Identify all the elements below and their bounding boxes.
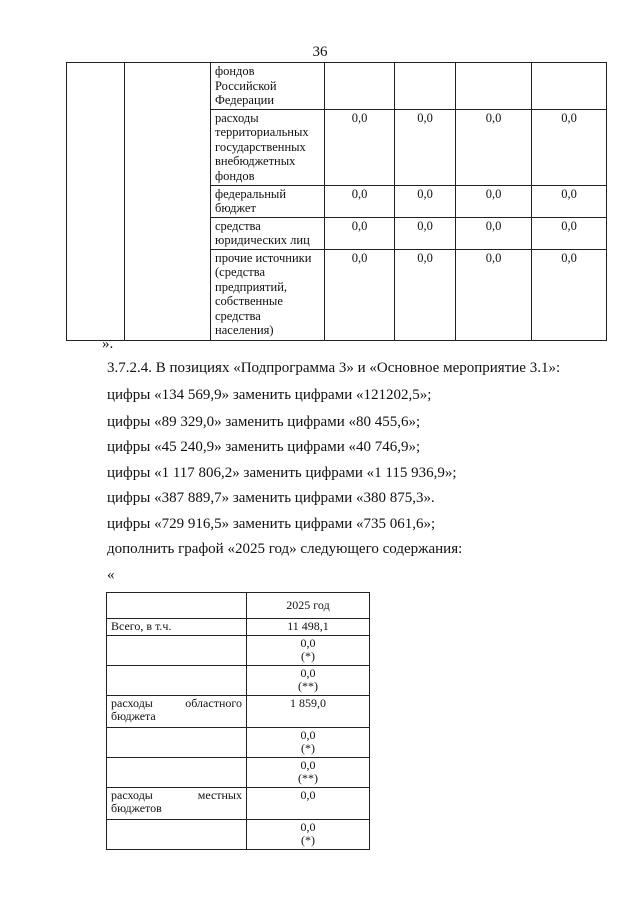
paragraph-replacement: цифры «45 240,9» заменить цифрами «40 746,9»; xyxy=(107,439,421,455)
value-line: 11 498,1 xyxy=(287,619,329,633)
value-cell: 0,0 xyxy=(532,249,607,340)
value-line: 0,0 xyxy=(300,635,316,650)
row-label-other-sources xyxy=(211,249,325,340)
row-label-federal-budget xyxy=(211,185,325,217)
value-cell: 0,0 xyxy=(325,185,395,217)
value-cell: 0,0 xyxy=(395,249,456,340)
financing-table-continuation xyxy=(66,62,607,341)
empty-cell xyxy=(107,593,247,619)
value-cell: 0,0 xyxy=(325,109,395,185)
table-row xyxy=(107,757,370,787)
value-cell: 0,0 xyxy=(325,249,395,340)
value-cell: 0,0 xyxy=(395,109,456,185)
label-word: местных xyxy=(197,787,242,802)
label-line: (средства xyxy=(215,265,265,279)
column-header-2025: 2025 год xyxy=(247,593,370,619)
paragraph-replacement: цифры «134 569,9» заменить цифрами «121202,5»; xyxy=(107,387,432,403)
value-cell: 0,0 xyxy=(395,217,456,249)
value-cell xyxy=(247,695,370,727)
value-cell: 0,0 xyxy=(456,217,532,249)
value-line: 0,0 xyxy=(300,757,316,772)
value-line: (*) xyxy=(301,833,315,847)
label-line: расходы xyxy=(215,110,259,125)
value-line: (**) xyxy=(298,679,318,693)
empty-cell xyxy=(67,63,125,341)
label-line: Российской xyxy=(215,78,277,93)
value-line: 0,0 xyxy=(300,819,316,834)
label-word: расходы xyxy=(111,787,153,802)
paragraph-replacement: цифры «89 329,0» заменить цифрами «80 455,6»; xyxy=(107,414,421,430)
label-line: населения) xyxy=(215,323,274,337)
table-row xyxy=(67,63,607,110)
empty-cell xyxy=(107,665,247,695)
label-line: федеральный xyxy=(215,186,287,201)
value-cell xyxy=(247,635,370,665)
value-cell xyxy=(247,727,370,757)
row-label-territorial-funds xyxy=(211,109,325,185)
empty-cell xyxy=(107,757,247,787)
label-line: государственных xyxy=(215,139,306,154)
value-line: (*) xyxy=(301,649,315,663)
table-row xyxy=(107,619,370,636)
table-row xyxy=(107,819,370,849)
value-cell xyxy=(247,665,370,695)
value-line: (**) xyxy=(298,771,318,785)
label-line: бюджет xyxy=(215,201,256,215)
year-2025-table xyxy=(106,592,370,850)
value-cell xyxy=(532,63,607,110)
empty-cell xyxy=(107,727,247,757)
label-word: бюджетов xyxy=(111,801,162,815)
page-number: 36 xyxy=(312,44,328,60)
value-cell: 0,0 xyxy=(456,109,532,185)
value-cell xyxy=(247,619,370,636)
label-line: фондов xyxy=(215,168,255,183)
table-row xyxy=(107,695,370,727)
value-cell: 0,0 xyxy=(395,185,456,217)
empty-cell xyxy=(125,63,211,341)
value-cell xyxy=(247,819,370,849)
value-line: 1 859,0 xyxy=(290,695,326,710)
value-cell: 0,0 xyxy=(532,217,607,249)
empty-cell xyxy=(107,635,247,665)
value-cell xyxy=(325,63,395,110)
value-cell xyxy=(247,757,370,787)
label-line: территориальных xyxy=(215,125,309,139)
paragraph-replacement: цифры «729 916,5» заменить цифрами «735 061,6»; xyxy=(107,516,436,532)
closing-quote: ». xyxy=(102,336,114,352)
label-line: фондов xyxy=(215,64,255,78)
value-cell: 0,0 xyxy=(456,249,532,340)
value-line: 0,0 xyxy=(300,787,316,802)
value-line: 0,0 xyxy=(300,727,316,742)
label-word: расходы xyxy=(111,695,153,710)
label-line: прочие источники xyxy=(215,250,312,265)
label-line: Федерации xyxy=(215,93,275,107)
paragraph-replacement: цифры «387 889,7» заменить цифрами «380 875,3». xyxy=(107,490,435,506)
table-row xyxy=(107,727,370,757)
paragraph-replacement: цифры «1 117 806,2» заменить цифрами «1 115 936,9»; xyxy=(107,465,457,481)
paragraph-section-heading: 3.7.2.4. В позициях «Подпрограмма 3» и «Основное мероприятие 3.1»: xyxy=(107,360,561,376)
row-label-regional-budget xyxy=(107,695,247,727)
opening-quote: « xyxy=(107,567,115,583)
row-label-pension-fund xyxy=(211,63,325,110)
value-cell xyxy=(247,787,370,819)
label-line: собственные xyxy=(215,294,283,308)
label-line: внебюджетных xyxy=(215,154,296,168)
empty-cell xyxy=(107,819,247,849)
label-word: бюджета xyxy=(111,709,156,723)
table-row xyxy=(107,787,370,819)
value-cell xyxy=(395,63,456,110)
table-header-row xyxy=(107,593,370,619)
label-line: средства xyxy=(215,308,261,323)
value-line: (*) xyxy=(301,741,315,755)
value-cell: 0,0 xyxy=(325,217,395,249)
row-label-local-budgets xyxy=(107,787,247,819)
table-row xyxy=(107,665,370,695)
label-line: средства xyxy=(215,218,261,233)
value-cell: 0,0 xyxy=(532,109,607,185)
label-word: областного xyxy=(185,695,242,710)
paragraph-instruction: дополнить графой «2025 год» следующего содержания: xyxy=(107,541,463,557)
value-cell: 0,0 xyxy=(456,185,532,217)
table-row xyxy=(107,635,370,665)
row-label-legal-entities xyxy=(211,217,325,249)
label-line: предприятий, xyxy=(215,279,288,294)
row-label-total: Всего, в т.ч. xyxy=(107,619,247,636)
label-line: юридических лиц xyxy=(215,233,310,247)
value-line: 0,0 xyxy=(300,665,316,680)
value-cell xyxy=(456,63,532,110)
value-cell: 0,0 xyxy=(532,185,607,217)
